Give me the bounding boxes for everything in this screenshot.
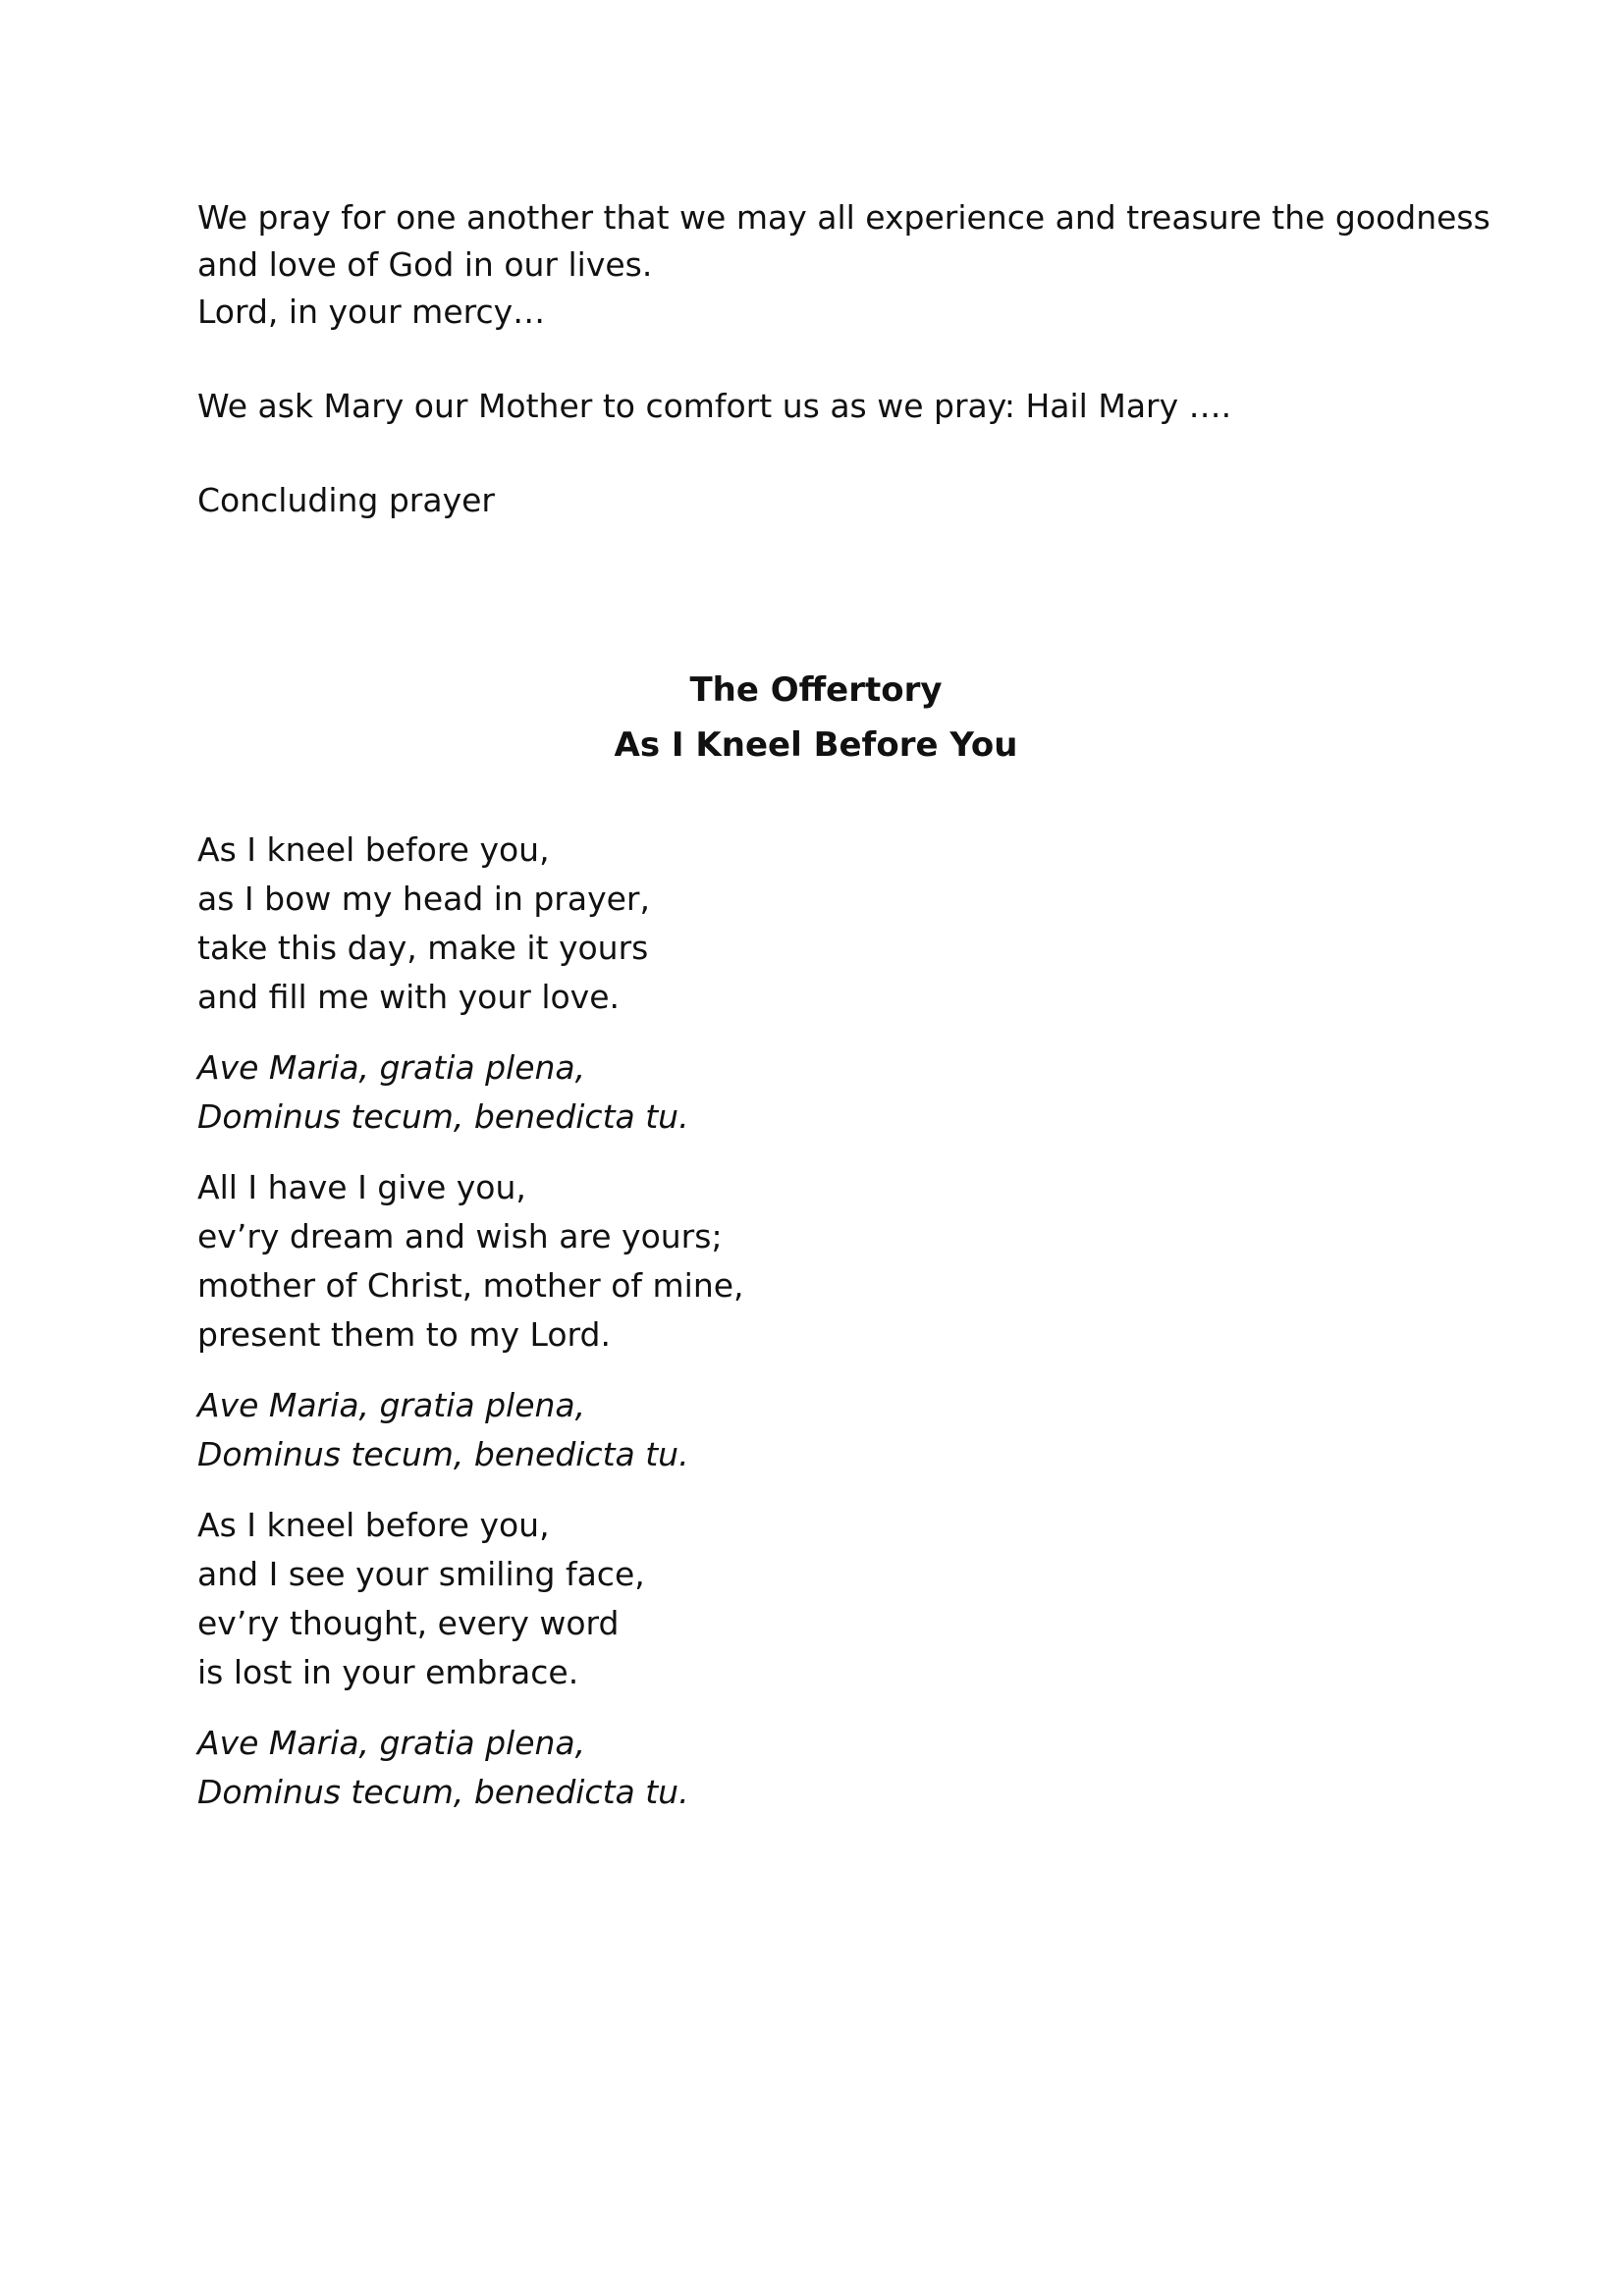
intercession-text-line: We pray for one another that we may all experience and treasure the goodness [197, 198, 1490, 237]
offertory-title-block [197, 663, 1435, 773]
section-heading: The Offertory [689, 670, 943, 710]
lyric-line: is lost in your embrace. [197, 1653, 579, 1691]
refrain-1 [197, 1043, 1435, 1142]
refrain-3 [197, 1719, 1435, 1817]
refrain-line: Dominus tecum, benedicta tu. [197, 1435, 689, 1473]
lyric-line: and fill me with your love. [197, 978, 620, 1016]
lyric-line: All I have I give you, [197, 1168, 526, 1206]
lyric-line: ev’ry dream and wish are yours; [197, 1217, 723, 1255]
refrain-line: Dominus tecum, benedicta tu. [197, 1097, 689, 1136]
hail-mary-invitation: We ask Mary our Mother to comfort us as we pray: Hail Mary …. [197, 387, 1232, 425]
lyric-line: As I kneel before you, [197, 1506, 550, 1544]
verse-2 [197, 1163, 1435, 1360]
lyric-line: and I see your smiling face, [197, 1555, 645, 1593]
refrain-line: Dominus tecum, benedicta tu. [197, 1773, 689, 1811]
verse-1 [197, 826, 1435, 1022]
refrain-line: Ave Maria, gratia plena, [197, 1048, 586, 1087]
intercession-response: Lord, in your mercy… [197, 293, 546, 331]
lyric-line: ev’ry thought, every word [197, 1604, 620, 1642]
hymn-lyrics [197, 826, 1435, 1839]
verse-3 [197, 1501, 1435, 1697]
refrain-line: Ave Maria, gratia plena, [197, 1386, 586, 1424]
lyric-line: mother of Christ, mother of mine, [197, 1266, 744, 1305]
hymn-title: As I Kneel Before You [614, 725, 1018, 765]
concluding-prayer-label: Concluding prayer [197, 481, 495, 519]
lyric-line: as I bow my head in prayer, [197, 880, 650, 918]
lyric-line: As I kneel before you, [197, 830, 550, 869]
intercession-text-line: and love of God in our lives. [197, 245, 653, 284]
refrain-line: Ave Maria, gratia plena, [197, 1724, 586, 1762]
refrain-2 [197, 1381, 1435, 1479]
lyric-line: present them to my Lord. [197, 1315, 611, 1354]
intercessions-section [197, 194, 1490, 524]
lyric-line: take this day, make it yours [197, 929, 649, 967]
